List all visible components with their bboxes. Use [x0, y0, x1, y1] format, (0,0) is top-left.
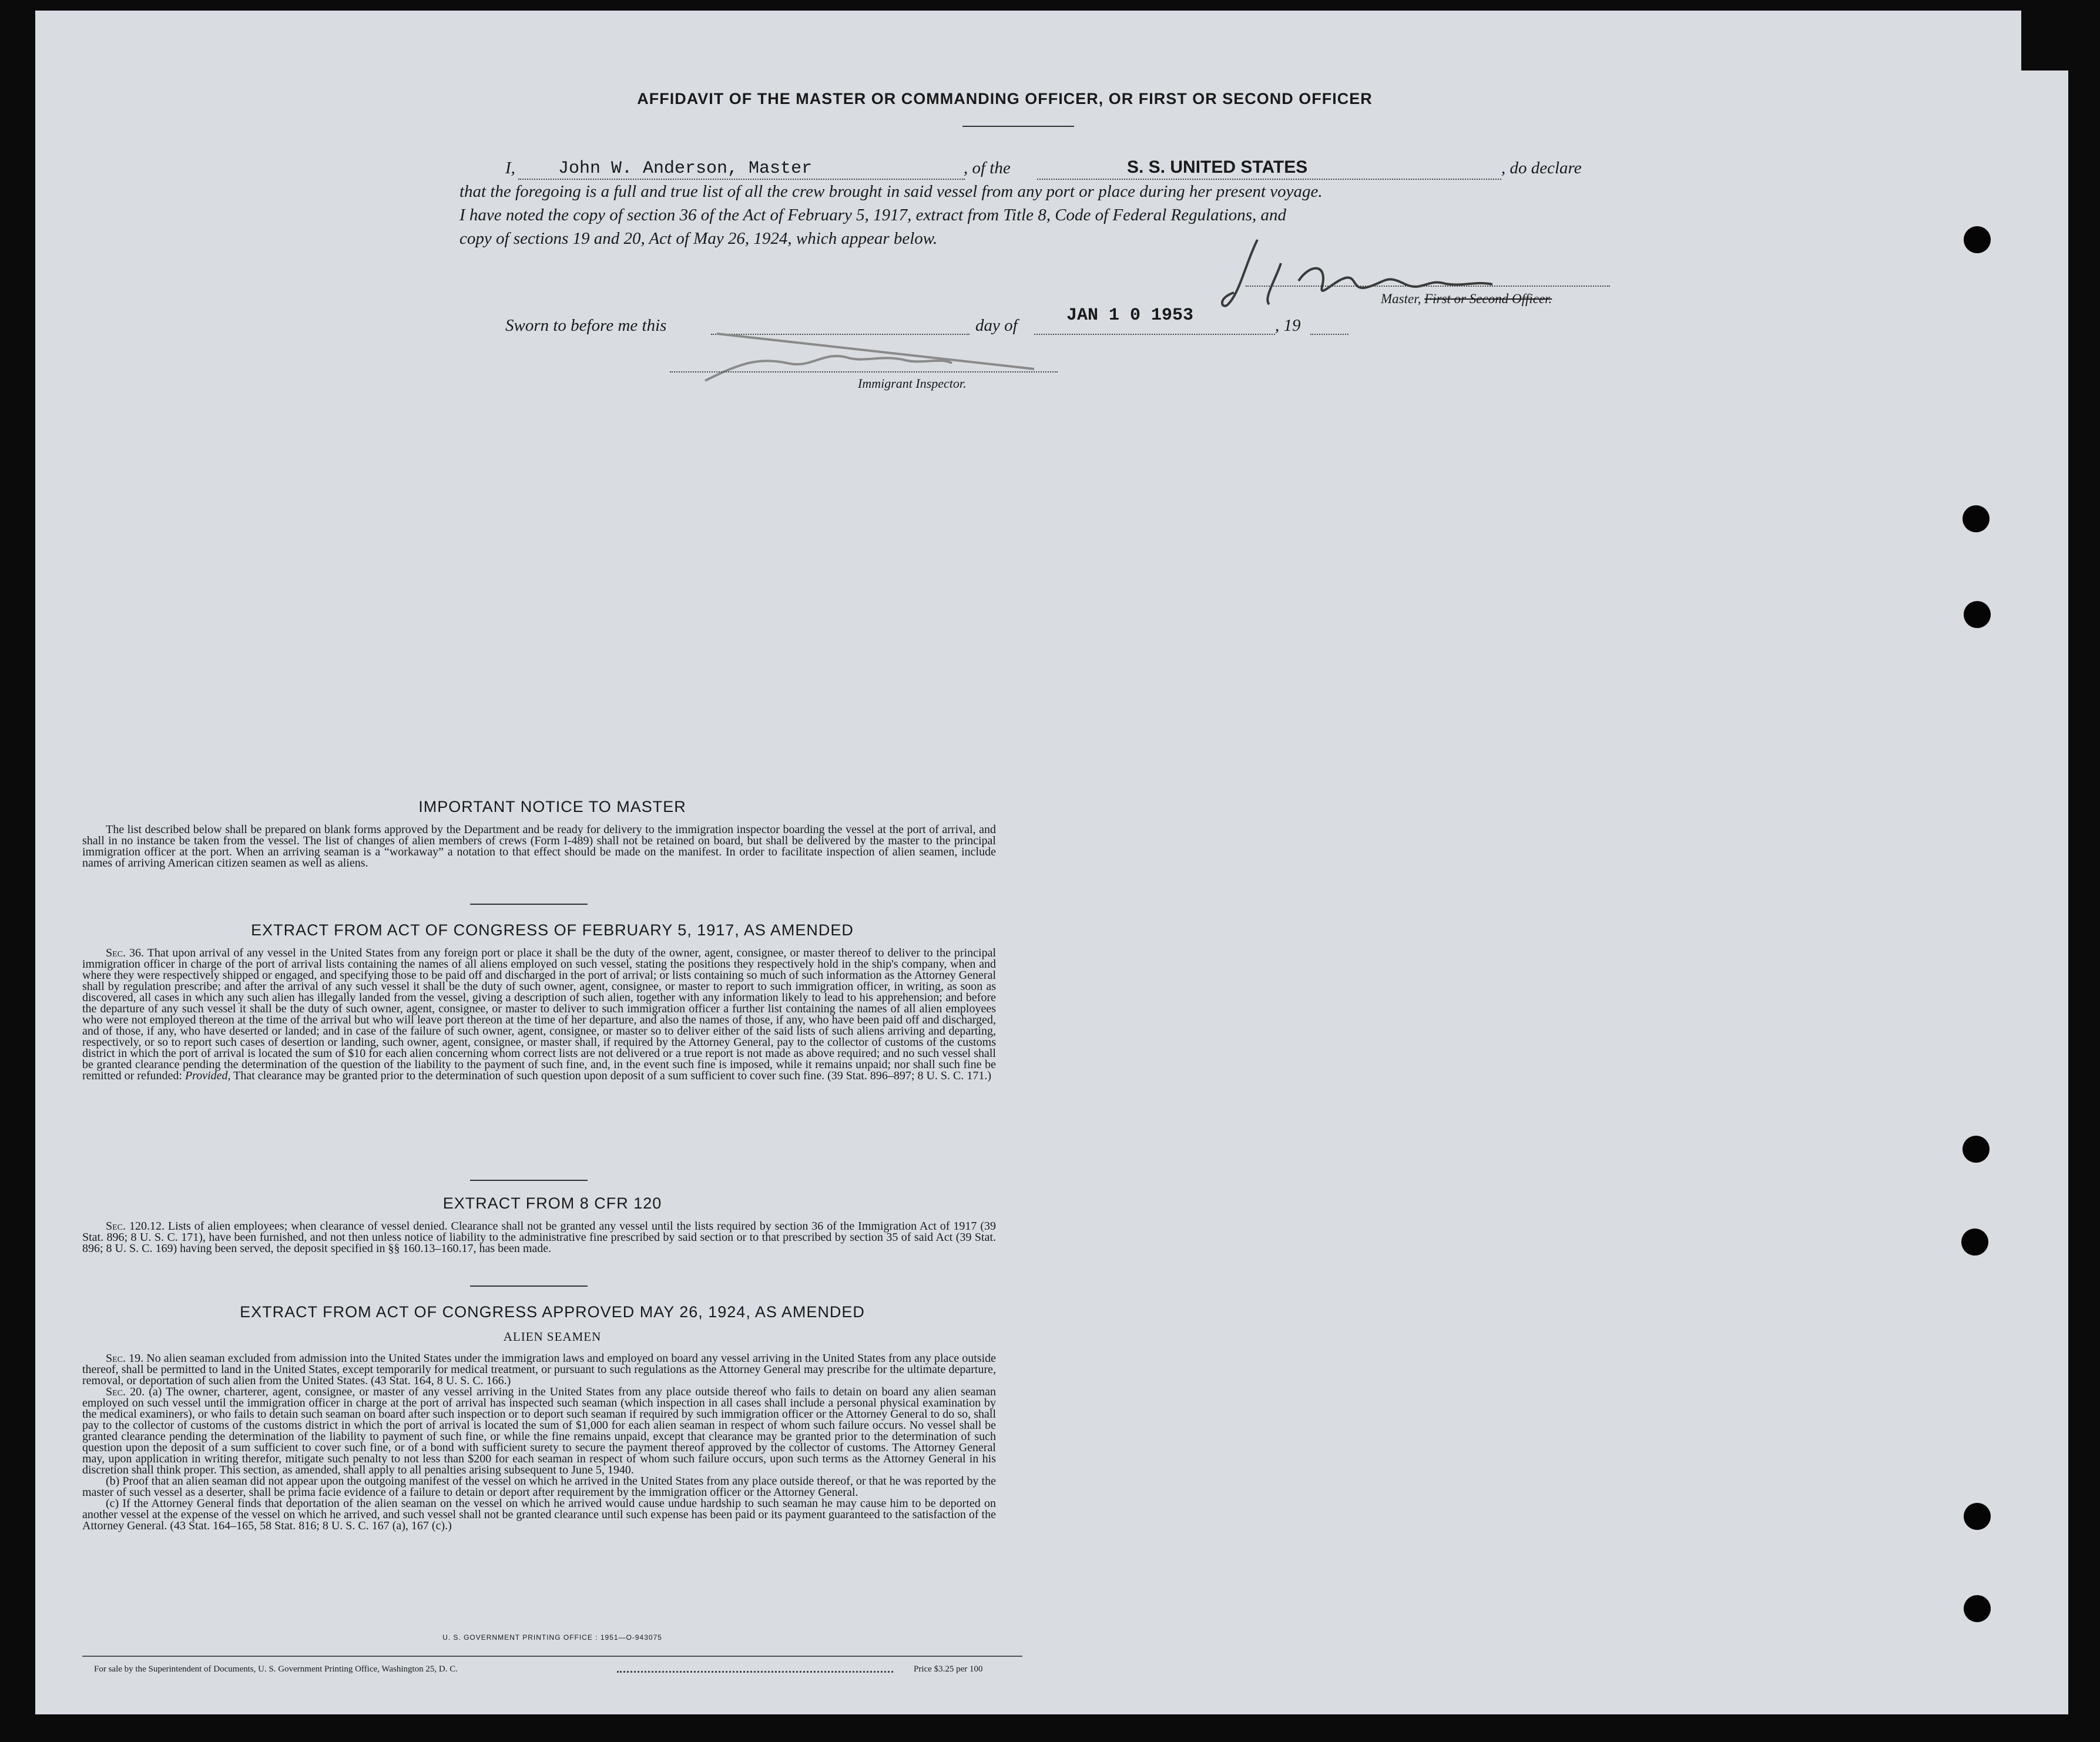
master-caption: [1381, 291, 1552, 307]
binder-hole-4: [1963, 1136, 1990, 1163]
extract-1924-paragraph: [82, 1353, 996, 1532]
extract-1917-title: EXTRACT FROM ACT OF CONGRESS OF FEBRUARY 5, 1917, AS AMENDED: [251, 921, 854, 939]
divider-3: [470, 1285, 588, 1287]
vessel-name-value: S. S. UNITED STATES: [1127, 157, 1308, 177]
declaration-line-2: that the foregoing is a full and true list of all the crew brought in said vessel from any port or place during her present voyage.: [459, 182, 1323, 201]
master-caption-master: Master,: [1381, 291, 1421, 306]
sec-20a-text: (a) The owner, charterer, agent, consignee, or master of any vessel arriving in the United States from any place outside thereof who fails to detain on board any alien seaman employed on such vessel until the immigration officer in charge at the port of arrival has inspected such seaman (which inspection in all cases shall include a personal physical examination by the medical examiners), or who fails to detain such seaman on board after such inspection or to deport such seaman if required by such immigration officer or the Attorney General to do so, shall pay to the collector of customs of the customs district in which the port of arrival is located the sum of $1,000 for each alien seaman in respect of whom such failure occurs. No vessel shall be granted clearance pending the determination of the liability to payment of such fine, or while the fine remains unpaid, except that clearance may be granted prior to the determination of such question upon the deposit of a sum sufficient to cover such fine, or of a bond with sufficient surety to secure the payment thereof approved by the collector of customs. The Attorney General may, upon application in writing therefor, mitigate such penalty to not less than $200 for each seaman in respect of whom such failure occurs, upon such terms as the Attorney General in his discretion shall think proper. This section, as amended, shall apply to all penalties arising subsequent to June 5, 1940.: [82, 1385, 997, 1476]
binder-hole-1: [1964, 226, 1991, 253]
notice-title: IMPORTANT NOTICE TO MASTER: [418, 798, 686, 815]
notice-text: The list described below shall be prepared on blank forms approved by the Department and be ready for delivery to the immigration inspector boarding the vessel at the port of arrival, and shall in no instance be taken from the vessel. The list of changes of alien members of crews (Form I-489) shall not be retained on board, but shall be delivered by the master to the principal immigration officer at the port. When an arriving seaman is a “workaway” a notation to that effect should be made on the manifest. In order to facilitate inspection of alien seamen, include names of arriving American citizen seamen as well as aliens.: [82, 823, 996, 870]
footer-rule: [82, 1656, 1022, 1657]
sec-120-label: Sec. 120.12.: [106, 1220, 165, 1233]
sec-19-text: No alien seaman excluded from admission into the United States under the immigration laws and employed on board any vessel arriving in the United States from any place outside thereof, shall be permitted to land in the United States, except temporarily for medical treatment, or pursuant to such regulations as the Attorney General may prescribe for the ultimate departure, removal, or deportation of such alien from the United States. (43 Stat. 164, 8 U. S. C. 166.): [82, 1352, 997, 1387]
sec-20-label: Sec. 20.: [106, 1385, 145, 1398]
footer-dot-leader: [617, 1671, 893, 1673]
extract-1924-title: EXTRACT FROM ACT OF CONGRESS APPROVED MAY 26, 1924, AS AMENDED: [240, 1303, 865, 1321]
inspector-line: [670, 371, 1058, 372]
sec-36-label: Sec. 36.: [106, 946, 144, 959]
title-divider: [962, 126, 1074, 127]
extract-1917-paragraph: [82, 948, 996, 1082]
i-label: I,: [505, 159, 515, 177]
do-declare-label: , do declare: [1501, 159, 1582, 177]
sworn-month-line: [1034, 334, 1275, 335]
inspector-caption: Immigrant Inspector.: [858, 376, 967, 391]
sworn-label: Sworn to before me this: [505, 316, 667, 335]
declaration-line-4: copy of sections 19 and 20, Act of May 26, 1924, which appear below.: [459, 229, 938, 248]
torn-corner: [2021, 0, 2100, 71]
notice-paragraph: [82, 824, 996, 869]
master-name-value: John W. Anderson, Master: [558, 159, 813, 179]
sec-20c-text: (c) If the Attorney General finds that deportation of the alien seaman on the vessel on which he arrived would cause undue hardship to such seaman he may cause him to be deported on another vessel at the expense of the vessel on which he arrived, and such vessel shall not be granted clearance until such expense has been paid or its payment guaranteed to the satisfaction of the Attorney General. (43 Stat. 164–165, 58 Stat. 816; 8 U. S. C. 167 (a), 167 (c).): [82, 1497, 996, 1532]
extract-cfr-text: Lists of alien employees; when clearance of vessel denied. Clearance shall not be granted any vessel until the lists required by section 36 of the Immigration Act of 1917 (39 Stat. 896; 8 U. S. C. 171), have been furnished, and not then unless notice of liability to the administrative fine prescribed by said section or to that prescribed by section 35 of said Act (39 Stat. 896; 8 U. S. C. 169) having been served, the deposit specified in §§ 160.13–160.17, has been made.: [82, 1220, 997, 1255]
vessel-line: [1037, 179, 1501, 180]
gpo-imprint: U. S. GOVERNMENT PRINTING OFFICE : 1951—O-943075: [442, 1633, 662, 1642]
extract-cfr-paragraph: [82, 1221, 996, 1254]
day-of-label: day of: [975, 316, 1018, 335]
master-signature-line: [1246, 286, 1610, 287]
date-stamp: JAN 1 0 1953: [1066, 306, 1194, 325]
extract-cfr-title: EXTRACT FROM 8 CFR 120: [442, 1194, 662, 1212]
of-the-label: , of the: [964, 159, 1011, 177]
sec-20a-block: [82, 1387, 996, 1476]
alien-seamen-subtitle: ALIEN SEAMEN: [503, 1330, 602, 1344]
affidavit-title: AFFIDAVIT OF THE MASTER OR COMMANDING OFFICER, OR FIRST OR SECOND OFFICER: [637, 90, 1373, 108]
extract-1917-text: That upon arrival of any vessel in the United States from any foreign port or place it shall be the duty of the owner, agent, consignee, or master thereof to deliver to the principal immigration officer in charge of the port of arrival lists containing the names of all aliens employed on such vessel, stating the positions they respectively hold in the ship's company, when and where they were respectively shipped or engaged, and specifying those to be paid off and discharged in the port of arrival; or lists containing so much of such information as the Attorney General shall by regulation prescribe; and after the arrival of any such vessel it shall be the duty of such owner, agent, consignee, or master to report to such immigration officer, in writing, as soon as discovered, all cases in which any such alien has illegally landed from the vessel, giving a description of such alien, together with any information likely to lead to his apprehension; and before the departure of any such vessel it shall be the duty of such owner, agent, consignee, or master to deliver to such immigration officer a further list containing the names of all alien employees who were not employed thereon at the time of the arrival but who will leave port thereon at the time of her departure, and also the names of those, if any, who have been paid off and discharged, and of those, if any, who have deserted or landed; and in case of the failure of such owner, agent, consignee, or master so to deliver either of the said lists of such aliens arriving and departing, respectively, or so to report such cases of desertion or landing, such owner, agent, consignee, or master shall, if required by the Attorney General, pay to the collector of customs of the customs district in which the port of arrival is located the sum of $10 for each alien concerning whom correct lists are not delivered or a true report is not made as above required; and no such vessel shall be granted clearance pending the determination of the question of the liability to the payment of such fine, and, in the event such fine is imposed, while it remains unpaid; nor shall such fine be remitted or refunded:: [82, 946, 997, 1082]
price-notice: Price $3.25 per 100: [914, 1664, 983, 1674]
binder-hole-6: [1964, 1503, 1991, 1530]
extract-1917-text-block: [82, 948, 996, 1082]
sec-20b-text: (b) Proof that an alien seaman did not appear upon the outgoing manifest of the vessel on which he arrived in the United States from any place outside thereof, or that he was reported by the master of such vessel as a deserter, shall be prima facie evidence of a failure to detain or deport after requirement by the immigration officer or the Attorney General.: [82, 1475, 996, 1499]
provided-label: Provided,: [184, 1069, 231, 1082]
binder-hole-3: [1964, 601, 1991, 628]
master-name-line: [518, 179, 965, 180]
form-page: [35, 11, 2068, 1714]
binder-hole-5: [1961, 1229, 1988, 1256]
year-line: [1310, 334, 1348, 335]
divider-1: [470, 904, 588, 905]
master-caption-officer: First or Second Officer.: [1424, 291, 1552, 306]
binder-hole-7: [1964, 1595, 1991, 1622]
divider-2: [470, 1180, 588, 1181]
sale-notice: For sale by the Superintendent of Documents, U. S. Government Printing Office, Washington 25, D. C.: [94, 1664, 458, 1674]
year-label: , 19: [1275, 316, 1301, 335]
sec-19-label: Sec. 19.: [106, 1352, 144, 1365]
declaration-line-3: I have noted the copy of section 36 of the Act of February 5, 1917, extract from Title 8, Code of Federal Regulations, and: [459, 206, 1287, 224]
extract-cfr-text-block: [82, 1221, 996, 1254]
sec-19-block: [82, 1353, 996, 1387]
binder-hole-2: [1963, 505, 1990, 532]
extract-1917-text-end: That clearance may be granted prior to the determination of such question upon deposit of a sum sufficient to cover such fine. (39 Stat. 896–897; 8 U. S. C. 171.): [233, 1069, 992, 1082]
